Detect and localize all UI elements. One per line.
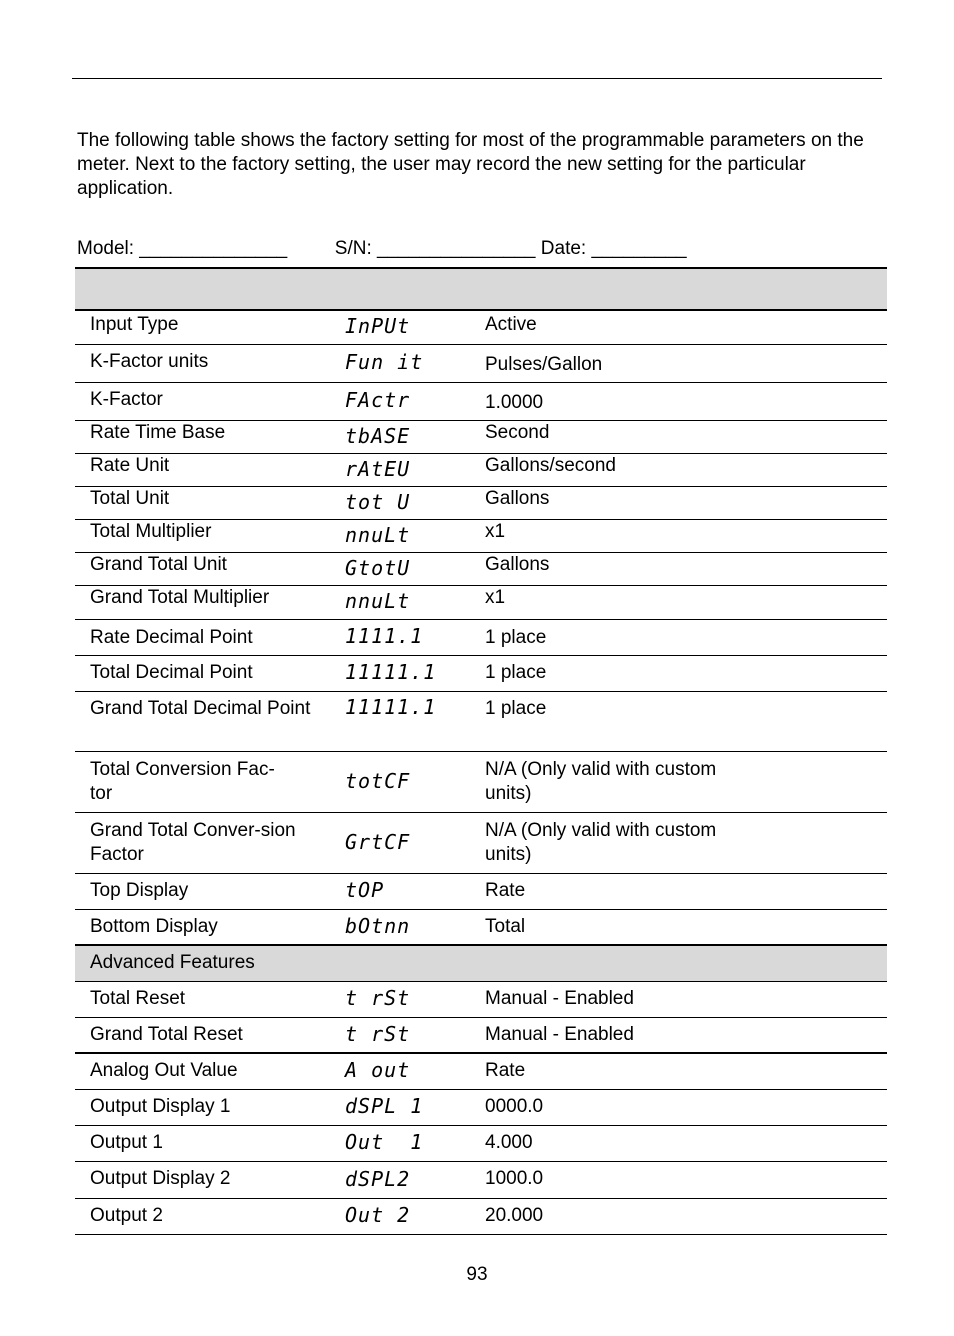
display-code: t rSt bbox=[345, 1021, 411, 1046]
row-value: x1 bbox=[485, 519, 887, 552]
display-code: FActr bbox=[345, 388, 411, 412]
row-value: Rate bbox=[485, 873, 887, 909]
display-code: GtotU bbox=[345, 555, 411, 580]
row-name: K-Factor units bbox=[75, 344, 342, 382]
row-name: K-Factor bbox=[75, 382, 342, 420]
table-row bbox=[75, 751, 887, 812]
row-value: 1 place bbox=[485, 691, 887, 751]
row-name: Output 1 bbox=[75, 1125, 342, 1161]
row-value: Gallons bbox=[485, 486, 887, 519]
intro-paragraph: The following table shows the factory setting for most of the programmable parameters on the meter. Next to the factory setting, the user may record the new setting for the particular application. bbox=[77, 130, 864, 199]
row-value: Rate bbox=[485, 1053, 887, 1089]
row-name: Rate Decimal Point bbox=[75, 619, 342, 655]
display-code: GrtCF bbox=[345, 829, 411, 854]
header-rule bbox=[72, 78, 882, 79]
table-row bbox=[75, 691, 887, 751]
table-row bbox=[75, 453, 887, 486]
row-name: Grand Total Decimal Point bbox=[75, 691, 342, 751]
table-row bbox=[75, 1053, 887, 1089]
row-value: 1.0000 bbox=[485, 382, 887, 420]
row-name: Total Multiplier bbox=[75, 519, 342, 552]
row-name: Top Display bbox=[75, 873, 342, 909]
row-value: Manual - Enabled bbox=[485, 1017, 887, 1053]
display-code: dSPL 1 bbox=[345, 1094, 424, 1118]
table-row bbox=[75, 812, 887, 873]
row-name: Grand Total Multiplier bbox=[75, 585, 342, 619]
display-code: dSPL2 bbox=[345, 1166, 411, 1191]
serial-date-field: S/N: _______________ Date: _________ bbox=[334, 238, 687, 259]
display-code: Fun it bbox=[345, 350, 424, 374]
display-code: A out bbox=[345, 1058, 411, 1083]
display-code: nnuLt bbox=[345, 589, 411, 613]
table-row bbox=[75, 344, 887, 382]
table-row bbox=[75, 655, 887, 691]
table-row bbox=[75, 552, 887, 585]
table-row bbox=[75, 310, 887, 344]
row-value: N/A (Only valid with custom units) bbox=[485, 751, 887, 812]
row-value: Second bbox=[485, 420, 887, 453]
table-header-band bbox=[75, 268, 887, 310]
row-name: Rate Time Base bbox=[75, 420, 342, 453]
row-value: N/A (Only valid with custom units) bbox=[485, 812, 887, 873]
display-code: Out 2 bbox=[345, 1203, 411, 1227]
display-code: tot U bbox=[345, 489, 411, 514]
table-row bbox=[75, 1017, 887, 1053]
page-number: 93 bbox=[466, 1264, 488, 1285]
table-row bbox=[75, 382, 887, 420]
row-name: Grand Total Conver-sion Factor bbox=[75, 812, 342, 873]
table-row bbox=[75, 486, 887, 519]
row-name: Output 2 bbox=[75, 1198, 342, 1234]
row-name: Bottom Display bbox=[75, 909, 342, 945]
row-name: Input Type bbox=[75, 310, 342, 344]
table-row bbox=[75, 519, 887, 552]
table-row bbox=[75, 909, 887, 945]
row-name: Output Display 2 bbox=[75, 1161, 342, 1198]
section-title: Advanced Features bbox=[75, 945, 342, 981]
row-value: Gallons/second bbox=[485, 453, 887, 486]
table-row bbox=[75, 1089, 887, 1125]
display-code: InPUt bbox=[345, 314, 411, 339]
display-code: Out 1 bbox=[345, 1130, 424, 1154]
row-value: x1 bbox=[485, 585, 887, 619]
row-value: 1 place bbox=[485, 619, 887, 655]
display-code: tOP bbox=[345, 878, 385, 902]
table-row bbox=[75, 420, 887, 453]
table-row bbox=[75, 1161, 887, 1198]
table-row bbox=[75, 619, 887, 655]
display-code: 11111.1 bbox=[345, 694, 437, 719]
display-code: totCF bbox=[345, 768, 411, 793]
row-value: Manual - Enabled bbox=[485, 981, 887, 1017]
row-value: Active bbox=[485, 310, 887, 344]
row-name: Total Decimal Point bbox=[75, 655, 342, 691]
table-row bbox=[75, 1198, 887, 1234]
row-value: 20.000 bbox=[485, 1198, 887, 1234]
row-name: Output Display 1 bbox=[75, 1089, 342, 1125]
record-line bbox=[77, 237, 687, 261]
row-value: Gallons bbox=[485, 552, 887, 585]
display-code: t rSt bbox=[345, 986, 411, 1010]
row-value: Pulses/Gallon bbox=[485, 344, 887, 382]
section-advanced-features bbox=[75, 945, 887, 981]
row-name: Rate Unit bbox=[75, 453, 342, 486]
row-name: Analog Out Value bbox=[75, 1053, 342, 1089]
display-code: tbASE bbox=[345, 423, 411, 448]
row-value: 0000.0 bbox=[485, 1089, 887, 1125]
row-name: Total Conversion Fac-tor bbox=[75, 751, 342, 812]
row-name: Grand Total Reset bbox=[75, 1017, 342, 1053]
row-value: 1000.0 bbox=[485, 1161, 887, 1198]
row-name: Total Reset bbox=[75, 981, 342, 1017]
display-code: bOtnn bbox=[345, 913, 411, 938]
table-row bbox=[75, 981, 887, 1017]
model-field: Model: ______________ bbox=[77, 238, 288, 259]
row-name: Total Unit bbox=[75, 486, 342, 519]
row-value: 1 place bbox=[485, 655, 887, 691]
row-name: Grand Total Unit bbox=[75, 552, 342, 585]
table-row bbox=[75, 1125, 887, 1161]
display-code: rAtEU bbox=[345, 456, 411, 481]
settings-table bbox=[75, 267, 887, 1235]
row-value: 4.000 bbox=[485, 1125, 887, 1161]
display-code: 1111.1 bbox=[345, 624, 424, 648]
display-code: nnuLt bbox=[345, 522, 411, 547]
table-row bbox=[75, 585, 887, 619]
row-value: Total bbox=[485, 909, 887, 945]
table-row bbox=[75, 873, 887, 909]
display-code: 11111.1 bbox=[345, 660, 437, 684]
